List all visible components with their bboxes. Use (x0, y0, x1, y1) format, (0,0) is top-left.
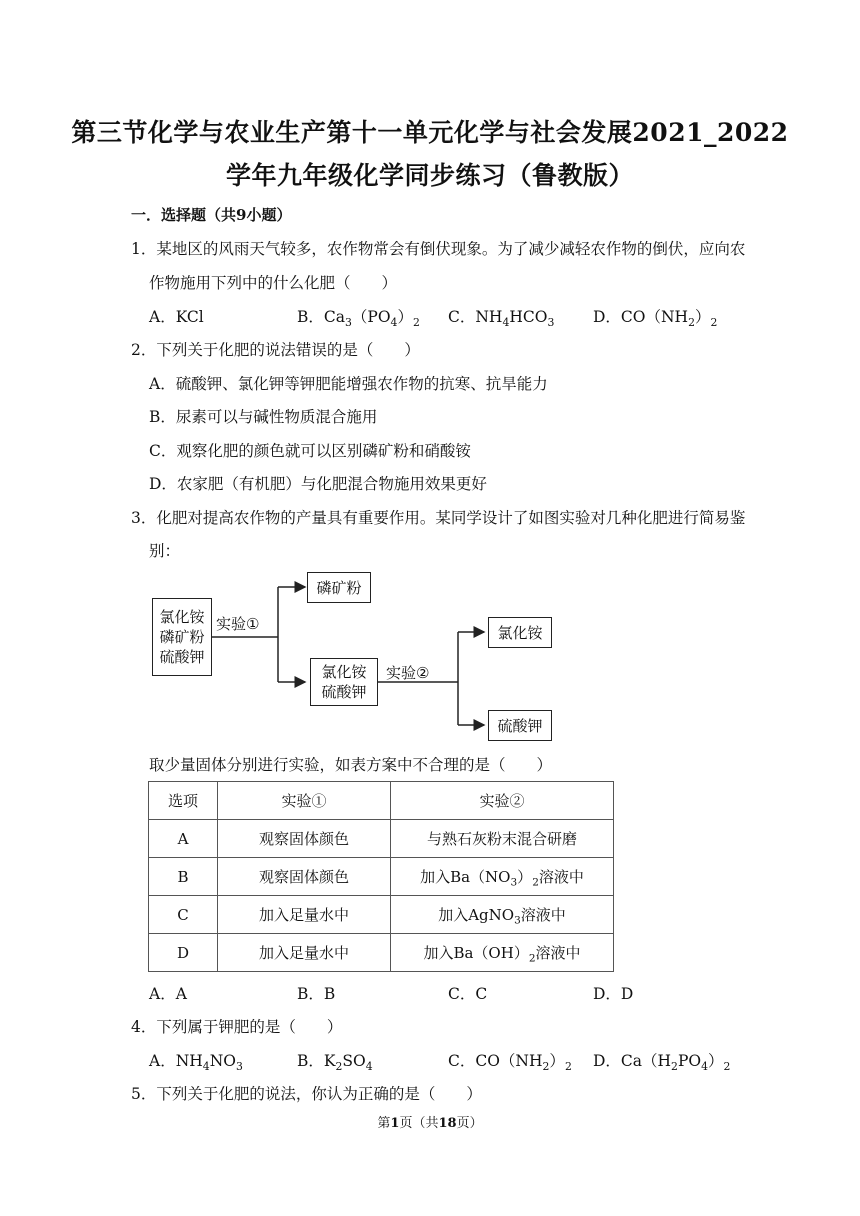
q1-option-b: B．$Ca_3(PO_4)_2$ (297, 308, 420, 329)
page-footer: 第1页（共18页） (377, 1116, 483, 1131)
table-cell-exp1: 加入足量水中 (218, 934, 391, 972)
q1-stem-line1: 1．某地区的风雨天气较多，农作物常会有倒伏现象。为了减少减轻农作物的倒伏，应向农 (131, 240, 746, 258)
q3-table-intro: 取少量固体分别进行实验，如表方案中不合理的是（ ） (149, 756, 553, 774)
q1-option-d: D．$CO(NH_2)_2$ (593, 308, 718, 329)
start-box-item: 硫酸钾 (159, 648, 205, 666)
q2-option-c: C．观察化肥的颜色就可以区别磷矿粉和硝酸铵 (149, 442, 471, 460)
q4-option-a: A．$NH_4NO_3$ (149, 1052, 243, 1073)
diagram-result2-box: 氯化铵 (488, 617, 552, 648)
table-cell-option: D (149, 934, 218, 972)
diagram-result1-box: 磷矿粉 (307, 572, 371, 603)
start-box-item: 磷矿粉 (159, 628, 205, 646)
q2-option-b: B．尿素可以与碱性物质混合施用 (149, 408, 378, 426)
q2-option-a: A．硫酸钾、氯化钾等钾肥能增强农作物的抗寒、抗旱能力 (149, 375, 548, 393)
exp1-label: 实验① (216, 615, 260, 633)
q1-option-a: A．KCl (149, 308, 204, 326)
q4-stem: 4．下列属于钾肥的是（ ） (131, 1018, 343, 1036)
q1-option-c: C．$NH_4HCO_3$ (448, 308, 555, 329)
q3-options-table (148, 781, 614, 972)
q5-stem: 5．下列关于化肥的说法，你认为正确的是（ ） (131, 1085, 482, 1103)
q2-stem: 2．下列关于化肥的说法错误的是（ ） (131, 341, 420, 359)
q4-option-c: C．$CO(NH_2)_2$ (448, 1052, 572, 1073)
diagram-result3-box: 硫酸钾 (488, 710, 552, 741)
table-cell-exp2: 与熟石灰粉末混合研磨 (391, 820, 614, 858)
q3-stem-line1: 3．化肥对提高农作物的产量具有重要作用。某同学设计了如图实验对几种化肥进行简易鉴 (131, 509, 746, 527)
table-cell-exp1: 加入足量水中 (218, 896, 391, 934)
table-header-cell: 实验② (391, 782, 614, 820)
table-header-cell: 选项 (149, 782, 218, 820)
table-cell-exp1: 观察固体颜色 (218, 858, 391, 896)
middle-box-item: 氯化铵 (321, 663, 367, 681)
table-cell-exp1: 观察固体颜色 (218, 820, 391, 858)
q4-option-b: B．$K_2SO_4$ (297, 1052, 373, 1073)
table-header-cell: 实验① (218, 782, 391, 820)
table-row (149, 858, 614, 896)
table-cell-exp2: 加入$Ba(NO_3)_2$溶液中 (391, 858, 614, 896)
table-row (149, 934, 614, 972)
q3-option-d: D．D (593, 985, 634, 1003)
diagram-start-box (152, 598, 212, 676)
middle-box-item: 硫酸钾 (321, 683, 367, 701)
table-cell-option: A (149, 820, 218, 858)
q2-option-d: D．农家肥（有机肥）与化肥混合物施用效果更好 (149, 475, 487, 493)
q3-stem-line2: 别： (149, 542, 181, 560)
table-cell-option: B (149, 858, 218, 896)
q3-option-c: C．C (448, 985, 488, 1003)
table-cell-option: C (149, 896, 218, 934)
table-cell-exp2: 加入$Ba(OH)_2$溶液中 (391, 934, 614, 972)
document-title-line1: 第三节化学与农业生产第十一单元化学与社会发展2021_2022 (71, 118, 789, 147)
table-row (149, 896, 614, 934)
table-row (149, 820, 614, 858)
start-box-item: 氯化铵 (159, 608, 205, 626)
document-title-line2: 学年九年级化学同步练习（鲁教版） (225, 161, 634, 190)
q3-flow-diagram (150, 565, 570, 750)
table-cell-exp2: 加入AgNO$_3$溶液中 (391, 896, 614, 934)
diagram-middle-box (310, 658, 378, 706)
q3-option-a: A．A (149, 985, 187, 1003)
section-heading: 一．选择题（共9小题） (131, 206, 292, 224)
table-header-row (149, 782, 614, 820)
q3-option-b: B．B (297, 985, 336, 1003)
exp2-label: 实验② (386, 664, 430, 682)
q1-stem-line2: 作物施用下列中的什么化肥（ ） (149, 274, 398, 292)
q4-option-d: D．$Ca(H_2PO_4)_2$ (593, 1052, 731, 1073)
